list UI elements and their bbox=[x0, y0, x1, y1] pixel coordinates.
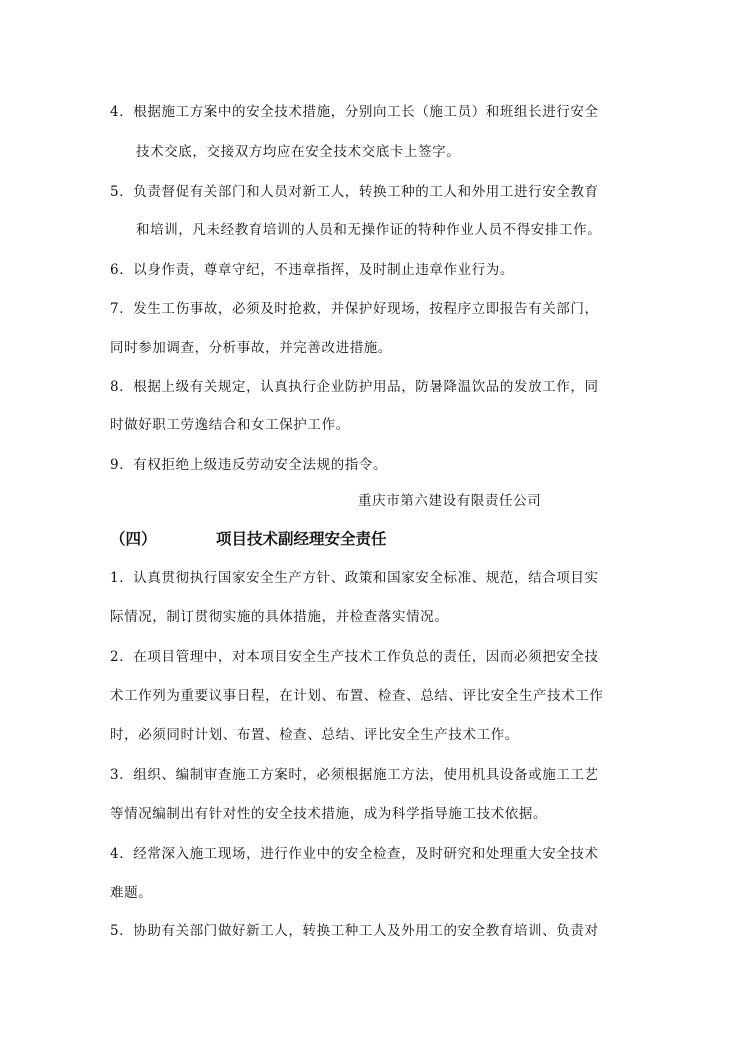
paragraph-line: 8．根据上级有关规定，认真执行企业防护用品，防暑降温饮品的发放工作，同 bbox=[110, 379, 599, 395]
paragraph-line: 等情况编制出有针对性的安全技术措施，成为科学指导施工技术依据。 bbox=[110, 806, 548, 822]
paragraph-line: 7．发生工伤事故，必须及时抢救，并保护好现场，按程序立即报告有关部门， bbox=[110, 301, 599, 317]
paragraph-line: 4．经常深入施工现场，进行作业中的安全检查，及时研究和处理重大安全技术 bbox=[110, 846, 599, 862]
paragraph-line: 3．组织、编制审查施工方案时，必须根据施工方法，使用机具设备或施工工艺 bbox=[110, 767, 599, 783]
section-title: 项目技术副经理安全责任 bbox=[216, 530, 387, 548]
paragraph-line: 6．以身作责，尊章守纪，不违章指挥，及时制止违章作业行为。 bbox=[110, 262, 514, 278]
paragraph-line: 和培训，凡未经教育培训的人员和无操作证的特种作业人员不得安排工作。 bbox=[136, 222, 602, 238]
paragraph-line: 技术交底，交接双方均应在安全技术交底卡上签字。 bbox=[136, 144, 461, 160]
paragraph-line: 难题。 bbox=[110, 885, 153, 901]
company-signature: 重庆市第六建设有限责任公司 bbox=[358, 493, 542, 509]
paragraph-line: 4．根据施工方案中的安全技术措施，分别向工长（施工员）和班组长进行安全 bbox=[110, 104, 599, 120]
paragraph-line: 时做好职工劳逸结合和女工保护工作。 bbox=[110, 417, 350, 433]
paragraph-line: 同时参加调查，分析事故，并完善改进措施。 bbox=[110, 340, 392, 356]
paragraph-line: 际情况，制订贯彻实施的具体措施，并检查落实情况。 bbox=[110, 609, 449, 625]
section-number: （四） bbox=[110, 530, 157, 548]
paragraph-line: 时，必须同时计划、布置、检查、总结、评比安全生产技术工作。 bbox=[110, 727, 519, 743]
paragraph-line: 术工作列为重要议事日程，在计划、布置、检查、总结、评比安全生产技术工作 bbox=[110, 688, 604, 704]
paragraph-line: 1．认真贯彻执行国家安全生产方针、政策和国家安全标准、规范，结合项目实 bbox=[110, 570, 599, 586]
paragraph-line: 2．在项目管理中，对本项目安全生产技术工作负总的责任，因而必须把安全技 bbox=[110, 649, 599, 665]
paragraph-line: 9．有权拒绝上级违反劳动安全法规的指令。 bbox=[110, 457, 388, 473]
paragraph-line: 5．协助有关部门做好新工人，转换工种工人及外用工的安全教育培训、负责对 bbox=[110, 923, 599, 939]
paragraph-line: 5．负责督促有关部门和人员对新工人，转换工种的工人和外用工进行安全教育 bbox=[110, 184, 599, 200]
